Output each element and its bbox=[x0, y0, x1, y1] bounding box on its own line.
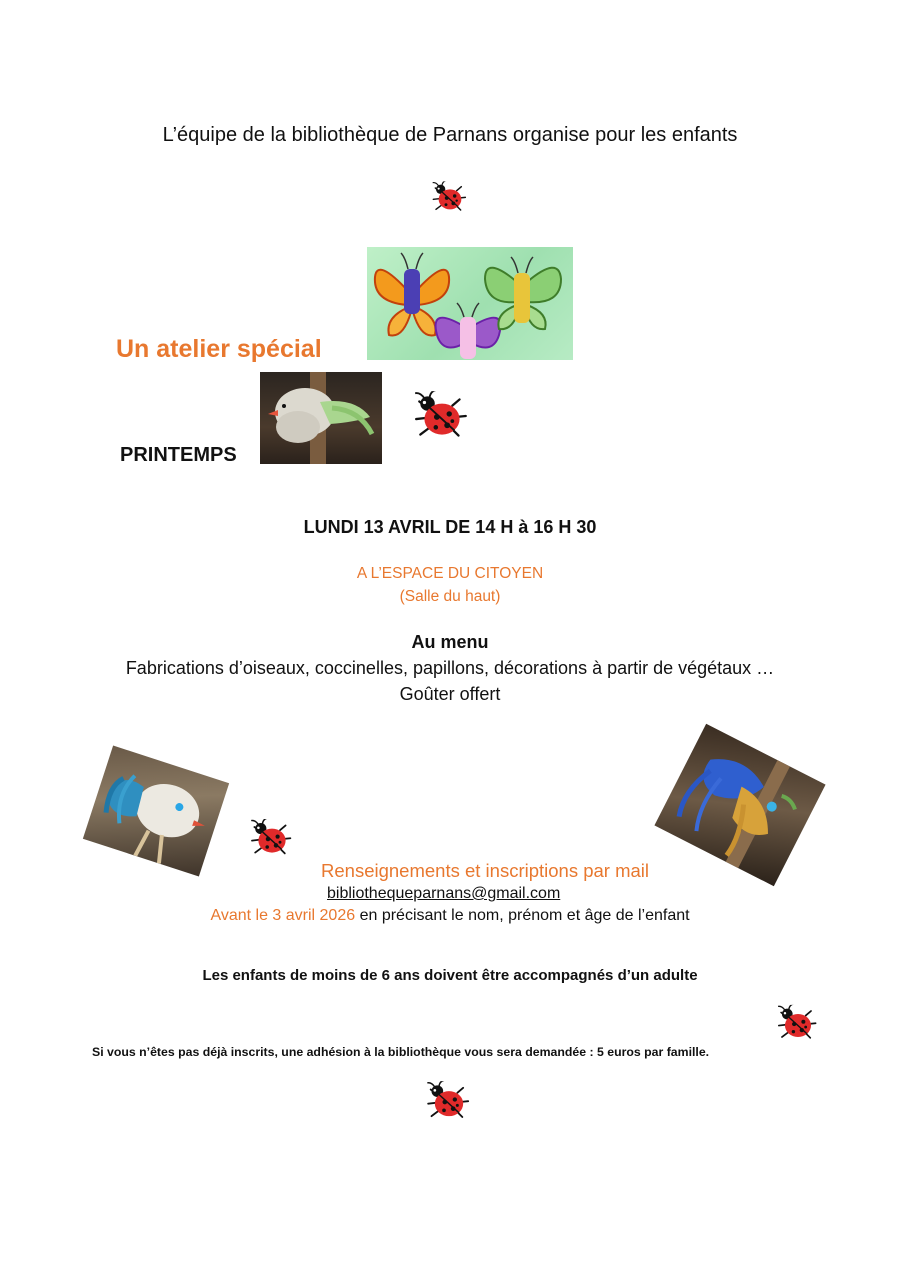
ladybug-icon bbox=[430, 181, 470, 215]
contact-email-link[interactable]: bibliothequeparnans@gmail.com bbox=[327, 885, 561, 902]
ladybug-icon bbox=[775, 1004, 821, 1044]
deadline-date: Avant le 3 avril 2026 bbox=[210, 907, 356, 924]
menu-items: Fabrications d’oiseaux, coccinelles, papillons, décorations à partir de végétaux … bbox=[125, 658, 775, 678]
blue-yarn-bird-photo bbox=[83, 746, 229, 877]
accompaniment-notice: Les enfants de moins de 6 ans doivent être accompagnés d’un adulte bbox=[202, 967, 698, 984]
event-room: (Salle du haut) bbox=[399, 588, 501, 605]
menu-title: Au menu bbox=[411, 632, 489, 652]
menu-snack: Goûter offert bbox=[399, 684, 501, 704]
title-special: Un atelier spécial bbox=[116, 335, 322, 363]
ladybug-icon bbox=[411, 391, 473, 443]
event-place: A L’ESPACE DU CITOYEN bbox=[356, 565, 544, 582]
butterfly-crafts-photo bbox=[367, 247, 573, 360]
deadline-line bbox=[0, 907, 900, 925]
deadline-details: en précisant le nom, prénom et âge de l’enfant bbox=[355, 907, 690, 924]
ladybug-icon bbox=[248, 818, 296, 860]
event-date: LUNDI 13 AVRIL DE 14 H à 16 H 30 bbox=[303, 517, 597, 537]
info-title: Renseignements et inscriptions par mail bbox=[321, 860, 650, 881]
yellow-blue-yarn-bird-photo bbox=[654, 724, 825, 886]
grey-yarn-bird-photo bbox=[260, 372, 382, 464]
intro-text: L’équipe de la bibliothèque de Parnans organise pour les enfants bbox=[162, 124, 738, 146]
ladybug-icon bbox=[424, 1080, 474, 1124]
membership-notice: Si vous n’êtes pas déjà inscrits, une adhésion à la bibliothèque vous sera demandée : 5 euros par famille. bbox=[92, 1045, 710, 1059]
title-season: PRINTEMPS bbox=[120, 444, 237, 466]
